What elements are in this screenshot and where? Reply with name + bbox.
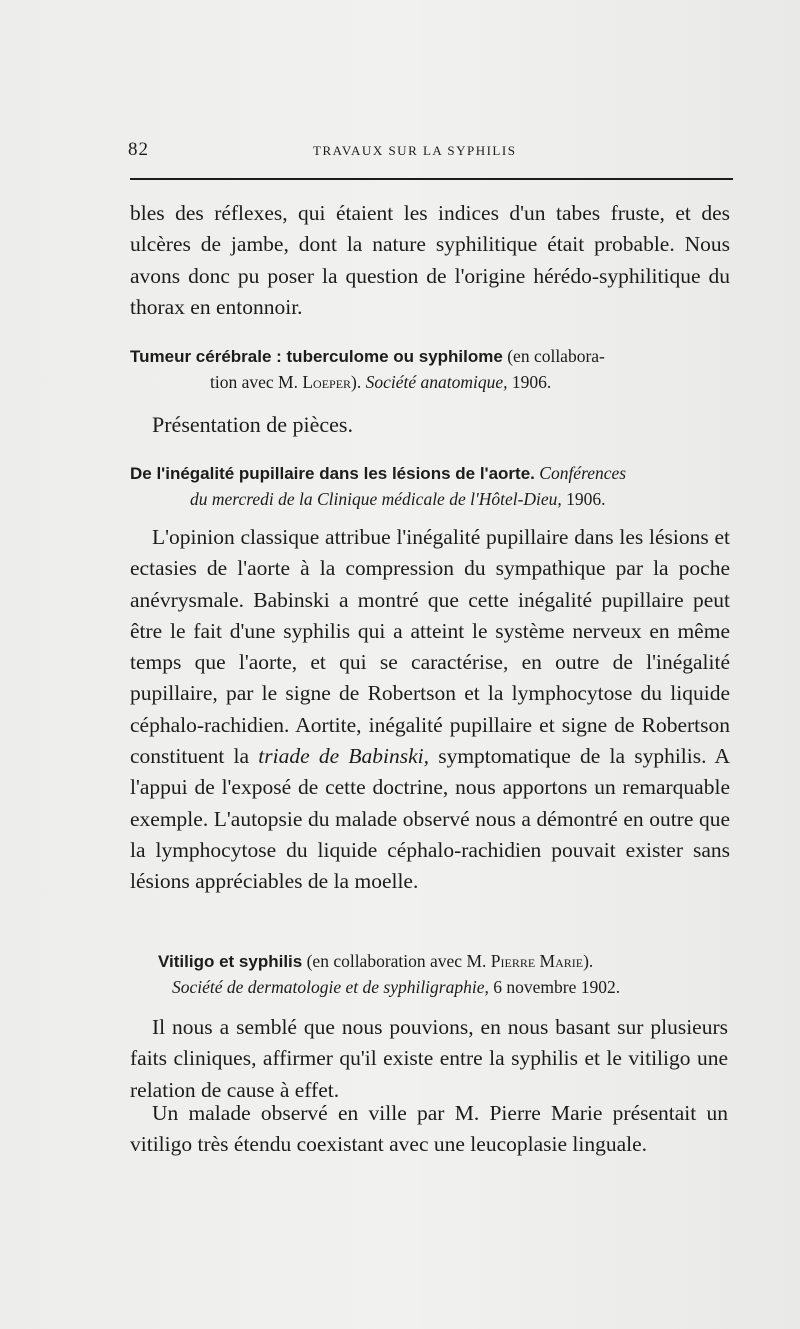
entry-collab-name: Loeper — [302, 371, 352, 392]
page-number: 82 — [128, 139, 149, 160]
entry-collab-name: Pierre Marie — [490, 951, 584, 971]
entry-continuation — [158, 975, 728, 1000]
entry-collab-line2: tion avec M. — [210, 371, 298, 392]
presentation-line: Présentation de pièces. — [152, 412, 353, 437]
bibliography-entry-vitiligo — [158, 949, 728, 999]
inegalite-paragraph — [130, 522, 730, 898]
bibliography-entry-inegalite — [130, 461, 735, 511]
triade-de-babinski: triade de Babinski, — [258, 744, 429, 769]
entry-title: Tumeur cérébrale : tuberculome ou syphilome — [130, 347, 503, 366]
entry-year: 1906. — [511, 371, 552, 392]
paragraph-text-1: L'opinion classique attribue l'inégalité pupillaire dans les lésions et ectasies de l'aorte à la compression du sympathique par la poche anévrysmale. Babinski a montré que cette inégalité pupillaire peut être le fait d'une syphilis qui a atteint le système nerveux en même temps que l'aorte, et qui se caractérise, en outre de l'inégalité pupillaire, par le signe de Robertson et la lymphocytose du liquide céphalo-rachidien. Aortite, inégalité pupillaire et signe de Robertson constituent la — [130, 525, 730, 769]
entry-continuation — [130, 487, 735, 512]
vitiligo-paragraph-2: Un malade observé en ville par M. Pierre Marie présentait un vitiligo très étendu coexistant avec une leucoplasie linguale. — [130, 1101, 728, 1157]
bibliography-entry-tumeur — [130, 344, 735, 394]
entry-collab-prefix: (en collaboration avec M. — [306, 951, 487, 971]
vitiligo-paragraph-1: Il nous a semblé que nous pouvions, en nous basant sur plusieurs faits cliniques, affirmer qu'il existe entre la syphilis et le vitiligo une relation de cause à effet. — [130, 1015, 728, 1102]
entry-title: De l'inégalité pupillaire dans les lésions de l'aorte. — [130, 464, 535, 483]
entry-journal-line2: du mercredi de la Clinique médicale de l'Hôtel-Dieu, — [190, 488, 562, 509]
entry-title: Vitiligo et syphilis — [158, 952, 303, 971]
continued-paragraph: bles des réflexes, qui étaient les indices d'un tabes fruste, et des ulcères de jambe, dont la nature syphilitique était probable. Nous avons donc pu poser la question de l'origine hérédo-syphilitique du thorax en entonnoir. — [130, 201, 730, 319]
entry-journal: Société de dermatologie et de syphiligraphie, — [172, 976, 489, 997]
entry-year: 1906. — [566, 488, 606, 509]
entry-continuation — [130, 370, 735, 395]
running-head: TRAVAUX SUR LA SYPHILIS — [313, 143, 517, 158]
entry-journal-line1: Conférences — [539, 463, 627, 483]
entry-collab-close: ). — [351, 371, 362, 392]
paragraph-text-2: symptomatique de la syphilis. A l'appui de l'exposé de cette doctrine, nous apportons un remarquable exemple. L'autopsie du malade observé nous a démontré en outre que la lymphocytose du liquide céphalo-rachidien pouvait exister sans lésions appréciables de la moelle. — [130, 744, 731, 894]
entry-date: 6 novembre 1902. — [493, 976, 621, 997]
entry-collab-prefix: (en collabora- — [507, 346, 605, 366]
entry-collab-close: ). — [583, 951, 594, 971]
entry-journal: Société anatomique, — [365, 371, 508, 392]
header-rule — [130, 178, 733, 180]
